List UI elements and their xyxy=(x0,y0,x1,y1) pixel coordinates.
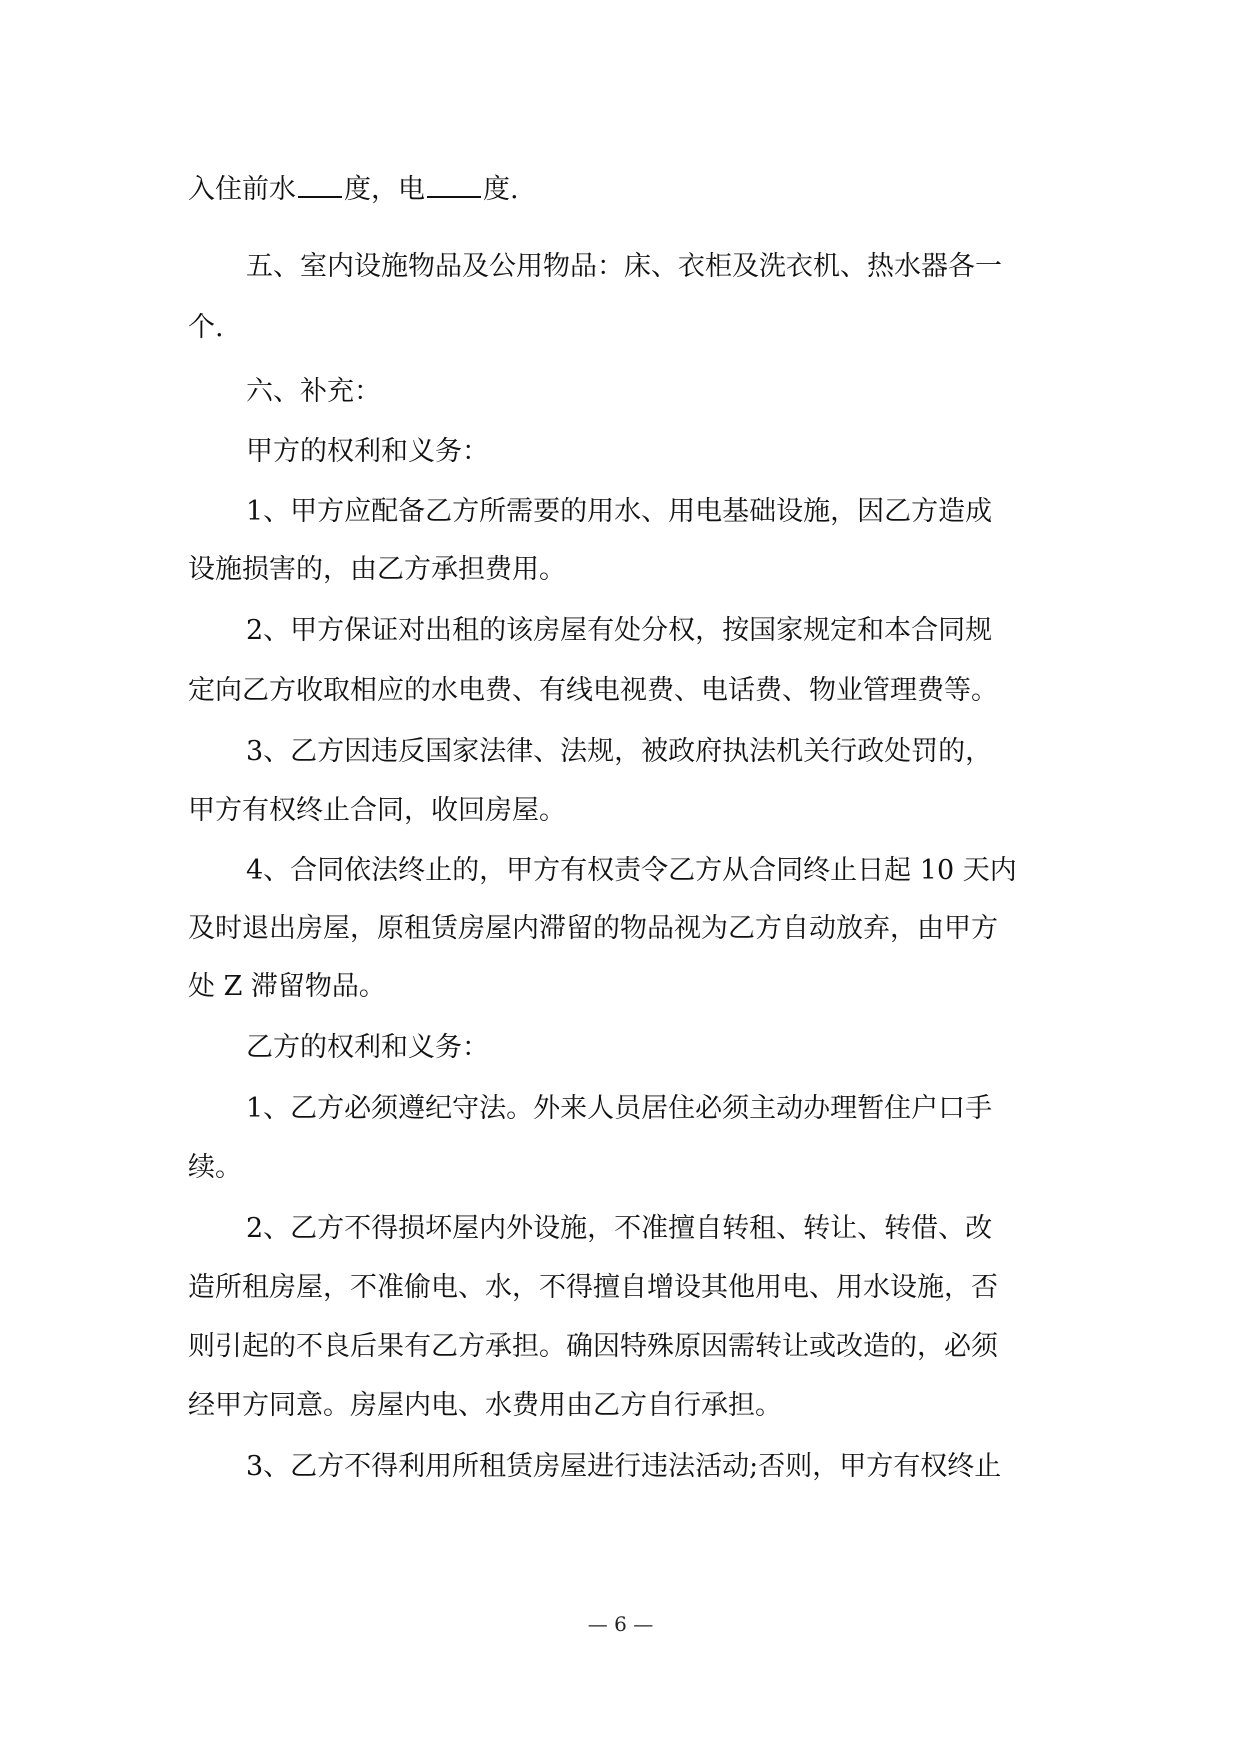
section-heading: 乙方的权利和义务： xyxy=(246,1032,489,1063)
text-line: 2、甲方保证对出租的该房屋有处分权，按国家规定和本合同规 xyxy=(246,615,993,646)
text-line: 经甲方同意。房屋内电、水费用由乙方自行承担。 xyxy=(188,1390,782,1421)
text-line: 3、乙方因违反国家法律、法规，被政府执法机关行政处罚的， xyxy=(246,736,993,767)
text-line: 1、乙方必须遵纪守法。外来人员居住必须主动办理暂住户口手 xyxy=(246,1093,993,1124)
text-line: 1、甲方应配备乙方所需要的用水、用电基础设施，因乙方造成 xyxy=(246,496,993,527)
fill-in-blank xyxy=(298,170,342,198)
section-heading: 六、补充： xyxy=(246,376,381,407)
text-line: 设施损害的，由乙方承担费用。 xyxy=(188,554,566,585)
text-line: 4、合同依法终止的，甲方有权责令乙方从合同终止日起 10 天内 xyxy=(246,855,1017,886)
text-line: 及时退出房屋，原租赁房屋内滞留的物品视为乙方自动放弃，由甲方 xyxy=(188,913,998,944)
text-line: 处 Z 滞留物品。 xyxy=(188,971,386,1002)
text-line: 个. xyxy=(188,312,224,343)
text-segment: 度. xyxy=(483,174,519,205)
text-line: 则引起的不良后果有乙方承担。确因特殊原因需转让或改造的，必须 xyxy=(188,1331,998,1362)
fill-in-blank xyxy=(427,170,481,198)
text-line: 造所租房屋，不准偷电、水，不得擅自增设其他用电、用水设施，否 xyxy=(188,1272,998,1303)
document-body xyxy=(188,158,1056,1499)
text-line xyxy=(188,158,1056,222)
text-line: 2、乙方不得损坏屋内外设施，不准擅自转租、转让、转借、改 xyxy=(246,1213,993,1244)
section-heading: 甲方的权利和义务： xyxy=(246,436,489,467)
text-line: 定向乙方收取相应的水电费、有线电视费、电话费、物业管理费等。 xyxy=(188,675,998,706)
text-segment: 入住前水 xyxy=(188,174,296,205)
text-line: 续。 xyxy=(188,1152,242,1183)
text-line: 五、室内设施物品及公用物品：床、衣柜及洗衣机、热水器各一 xyxy=(246,251,1002,282)
text-segment: 度，电 xyxy=(344,174,425,205)
page-number: — 6 — xyxy=(587,1612,654,1636)
text-line: 3、乙方不得利用所租赁房屋进行违法活动;否则，甲方有权终止 xyxy=(246,1451,1002,1482)
text-line: 甲方有权终止合同，收回房屋。 xyxy=(188,795,566,826)
